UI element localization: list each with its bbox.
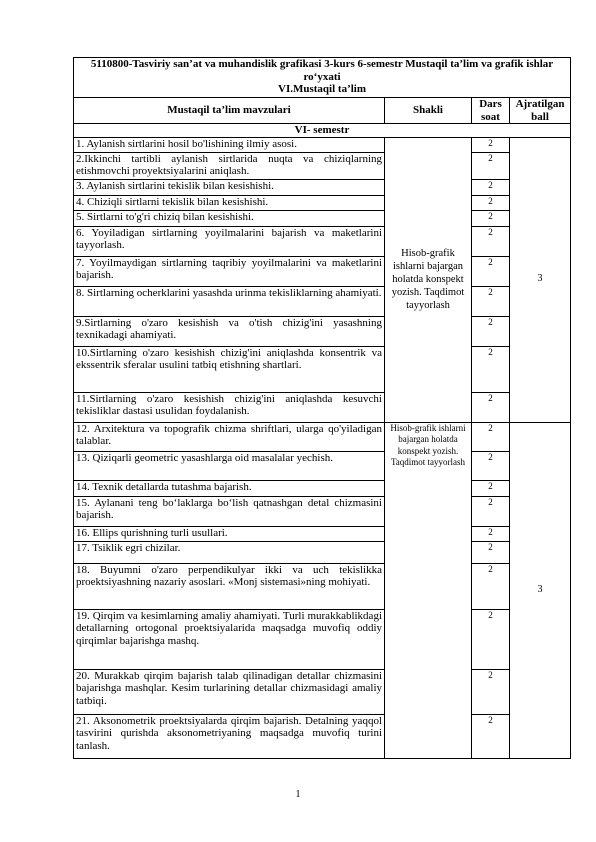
table-row-topic: 15. Aylanani teng bo‘laklarga bo‘lish qatnashgan detal chizmasini bajarish. — [74, 496, 385, 526]
table-row-hours: 2 — [472, 210, 510, 226]
table-row-hours: 2 — [472, 286, 510, 316]
table-row-topic: 3. Aylanish sirtlarini tekislik bilan kesishishi. — [74, 179, 385, 195]
table-row-topic: 8. Sirtlarning ocherklarini yasashda urinma tekisliklarning ahamiyati. — [74, 286, 385, 316]
column-header-form: Shakli — [385, 98, 472, 124]
table-row-topic: 12. Arxitektura va topografik chizma shriftlari, ularga qo'yiladigan talablar. — [74, 422, 385, 451]
table-row-topic: 6. Yoyiladigan sirtlarning yoyilmalarini bajarish va maketlarini tayyorlash. — [74, 226, 385, 256]
table-row-hours: 2 — [472, 496, 510, 526]
table-row-topic: 13. Qiziqarli geometric yasashlarga oid masalalar yechish. — [74, 451, 385, 480]
table-row-topic: 18. Buyumni o'zaro perpendikulyar ikki va uch tekislikka proektsiyashning nazariy asoslari. «Monj sistemasi»ning mohiyati. — [74, 563, 385, 609]
group1-form: Hisob-grafik ishlarni bajargan holatda konspekt yozish. Taqdimot tayyorlash — [385, 137, 472, 422]
column-header-hours: Dars soat — [472, 98, 510, 124]
column-header-score: Ajratilgan ball — [510, 98, 571, 124]
table-row-hours: 2 — [472, 669, 510, 714]
independent-study-table — [73, 57, 571, 759]
table-row-hours: 2 — [472, 714, 510, 758]
table-row-topic: 2.Ikkinchi tartibli aylanish sirtlarida nuqta va chiziqlarning etishmovchi proyektsiyalarini aniqlash. — [74, 152, 385, 179]
table-row-hours: 2 — [472, 226, 510, 256]
table-row-topic: 10.Sirtlarning o'zaro kesishish chizig'ini aniqlashda konsentrik va ekssentrik sferalar usulini tatbiq etishning shartlari. — [74, 346, 385, 392]
table-subtitle: VI.Mustaqil ta’lim — [278, 83, 367, 96]
table-row-hours: 2 — [472, 346, 510, 392]
table-row-topic: 11.Sirtlarning o'zaro kesishish chizig'ini aniqlashda kesuvchi tekisliklar dastasi usulidan foydalanish. — [74, 392, 385, 422]
table-row-topic: 14. Texnik detallarda tutashma bajarish. — [74, 480, 385, 496]
table-row-topic: 16. Ellips qurishning turli usullari. — [74, 526, 385, 541]
table-row-topic: 9.Sirtlarning o'zaro kesishish va o'tish chizig'ini yasashning texnikadagi ahamiyati. — [74, 316, 385, 346]
table-row-topic: 19. Qirqim va kesimlarning amaliy ahamiyati. Turli murakkablikdagi detallarning ortogonal proektsiyalarida maqsadga muvofiq oddiy qirqimlar bajarishga mashq. — [74, 609, 385, 669]
table-row-topic: 1. Aylanish sirtlarini hosil bo'lishining ilmiy asosi. — [74, 137, 385, 152]
table-row-hours: 2 — [472, 422, 510, 451]
table-row-hours: 2 — [472, 392, 510, 422]
table-row-hours: 2 — [472, 137, 510, 152]
page-number: 1 — [295, 789, 301, 800]
table-row-hours: 2 — [472, 179, 510, 195]
group1-score: 3 — [510, 137, 571, 422]
table-row-hours: 2 — [472, 152, 510, 179]
column-header-topic: Mustaqil ta’lim mavzulari — [74, 98, 385, 124]
table-title-cell — [74, 58, 571, 98]
table-row-topic: 20. Murakkab qirqim bajarish talab qilinadigan detallar chizmasini bajarishga mashqlar. Kesim turlarining detallar chizmasidagi amaliy tatbiqi. — [74, 669, 385, 714]
group2-score: 3 — [510, 422, 571, 758]
table-row-hours: 2 — [472, 526, 510, 541]
table-row-hours: 2 — [472, 609, 510, 669]
table-row-topic: 17. Tsiklik egri chizilar. — [74, 541, 385, 563]
table-row-topic: 5. Sirtlarni to'g'ri chiziq bilan kesishishi. — [74, 210, 385, 226]
table-row-hours: 2 — [472, 256, 510, 286]
table-row-topic: 21. Aksonometrik proektsiyalarda qirqim bajarish. Detalning yaqqol tasvirini qurishda aksonometriyaning maqsadga muvofiq turini tanlash. — [74, 714, 385, 758]
table-row-hours: 2 — [472, 316, 510, 346]
table-row-hours: 2 — [472, 480, 510, 496]
table-row-topic: 4. Chiziqli sirtlarni tekislik bilan kesishishi. — [74, 195, 385, 210]
table-title: 5110800-Tasviriy san’at va muhandislik grafikasi 3-kurs 6-semestr Mustaqil ta’lim va grafik ishlar ro‘yxati — [90, 58, 554, 83]
table-row-topic: 7. Yoyilmaydigan sirtlarning taqribiy yoyilmalarini va maketlarini bajarish. — [74, 256, 385, 286]
table-row-hours: 2 — [472, 541, 510, 563]
group2-form: Hisob-grafik ishlarni bajargan holatda konspekt yozish. Taqdimot tayyorlash — [385, 422, 472, 758]
table-row-hours: 2 — [472, 563, 510, 609]
table-row-hours: 2 — [472, 451, 510, 480]
semester-label: VI- semestr — [74, 124, 571, 138]
table-row-hours: 2 — [472, 195, 510, 210]
